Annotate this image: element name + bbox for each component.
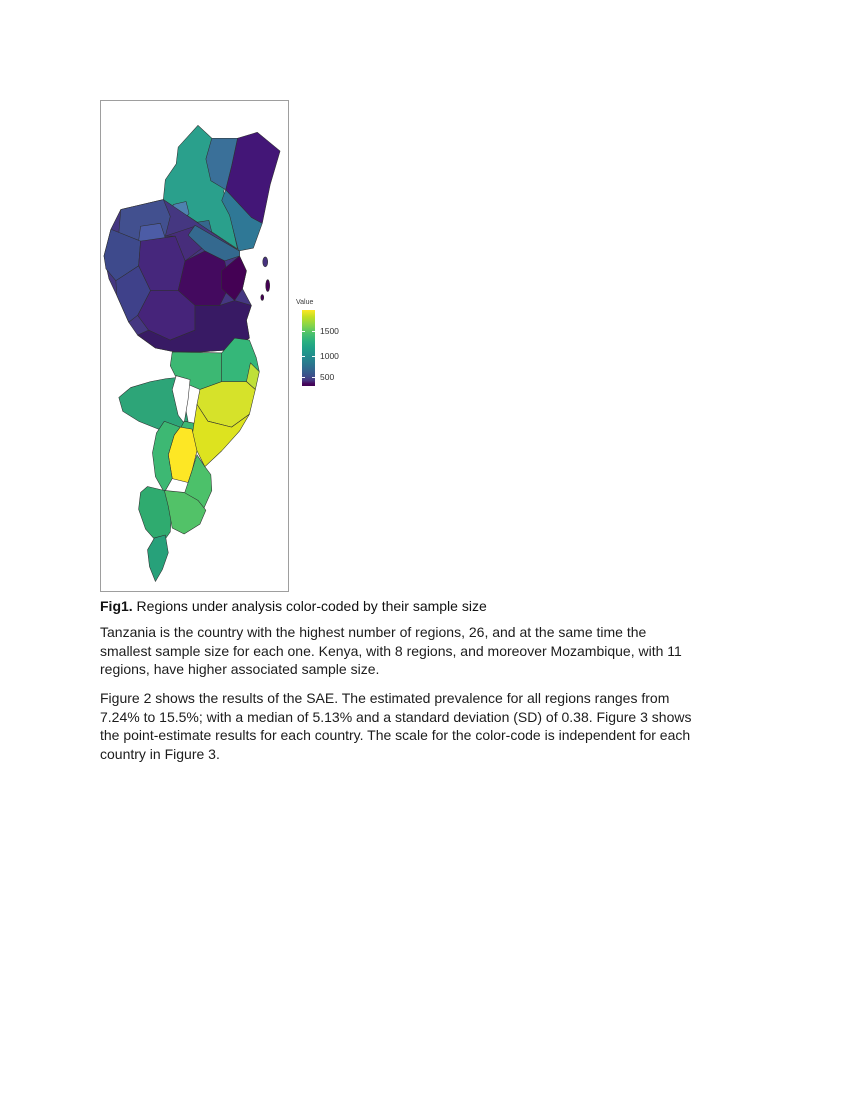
country-mozambique <box>119 338 259 581</box>
figure-caption <box>100 598 790 615</box>
choropleth-map <box>101 101 288 591</box>
map-island-pemba <box>263 257 268 267</box>
legend-tick-mark <box>312 377 315 378</box>
paragraph-line: country in Figure 3. <box>100 745 220 762</box>
paragraph-line: smallest sample size for each one. Kenya, with 8 regions, and moreover Mozambique, with 11 <box>100 642 682 659</box>
paragraph-line: the point-estimate results for each country. The scale for the color-code is independent for each <box>100 727 691 743</box>
figure-caption-text: Regions under analysis color-coded by their sample size <box>132 598 487 614</box>
legend-tick-mark <box>302 331 305 332</box>
body-paragraph-1 <box>100 623 800 679</box>
body-paragraph-2 <box>100 689 800 763</box>
legend-tick-mark <box>302 377 305 378</box>
legend-tick-mark <box>312 356 315 357</box>
legend-tick-mark <box>302 356 305 357</box>
paragraph-line: 7.24% to 15.5%; with a median of 5.13% and a standard deviation (SD) of 0.38. Figure 3 shows <box>100 708 692 725</box>
legend-tick-1500: 1500 <box>320 325 339 336</box>
legend-colorbar <box>302 310 315 386</box>
legend-tick-mark <box>312 331 315 332</box>
paragraph-line: Tanzania is the country with the highest number of regions, 26, and at the same time the <box>100 624 647 640</box>
legend-tick-1000: 1000 <box>320 350 339 361</box>
map-island-mafia <box>261 295 264 301</box>
map-region-mozambique-maputo <box>148 535 169 582</box>
legend-tick-500: 500 <box>320 371 335 382</box>
paragraph-line: regions, have higher associated sample size. <box>100 661 380 677</box>
legend-title: Value <box>296 299 314 306</box>
paragraph-line: Figure 2 shows the results of the SAE. The estimated prevalence for all regions ranges from <box>100 690 670 706</box>
map-legend <box>295 299 355 399</box>
figure-map-frame <box>100 100 289 592</box>
figure-caption-label: Fig1. <box>100 598 133 614</box>
map-island-zanzibar <box>266 280 270 292</box>
